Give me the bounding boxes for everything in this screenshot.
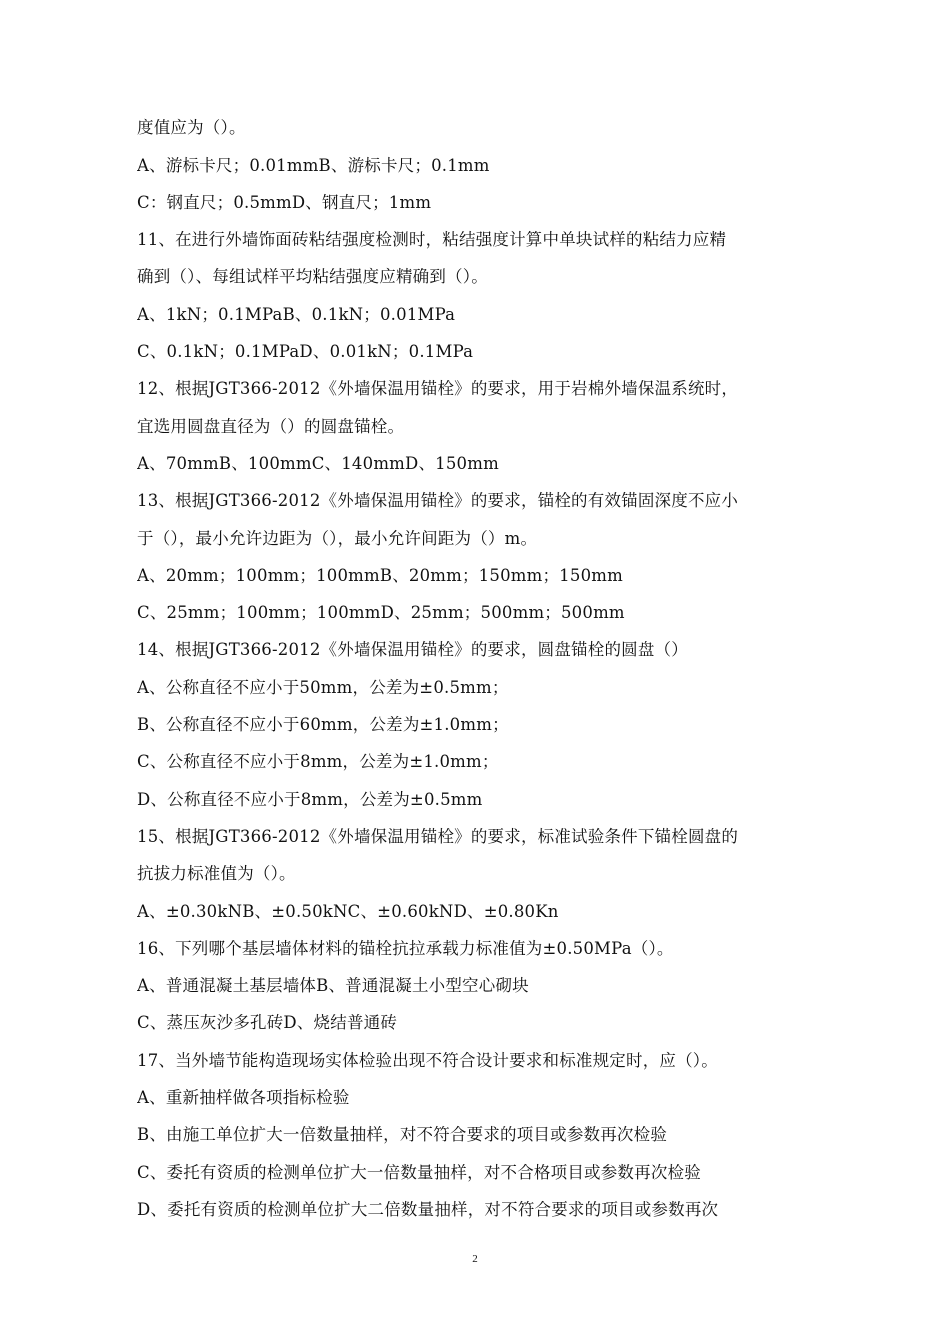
text-line: C：钢直尺；0.5mmD、钢直尺；1mm <box>137 193 432 212</box>
text-line: A、±0.30kNB、±0.50kNC、±0.60kND、±0.80Kn <box>137 902 559 921</box>
text-line: A、70mmB、100mmC、140mmD、150mm <box>137 454 499 473</box>
text-line: 16、下列哪个基层墙体材料的锚栓抗拉承载力标准值为±0.50MPa（）。 <box>137 939 674 958</box>
text-line: C、公称直径不应小于8mm，公差为±1.0mm； <box>137 752 499 771</box>
text-line: 15、根据JGT366-2012《外墙保温用锚栓》的要求，标准试验条件下锚栓圆盘的 <box>137 827 739 846</box>
text-line: 13、根据JGT366-2012《外墙保温用锚栓》的要求，锚栓的有效锚固深度不应小 <box>137 491 739 510</box>
text-line: 17、当外墙节能构造现场实体检验出现不符合设计要求和标准规定时，应（）。 <box>137 1051 718 1070</box>
text-line: 11、在进行外墙饰面砖粘结强度检测时，粘结强度计算中单块试样的粘结力应精 <box>137 230 727 249</box>
text-line: A、公称直径不应小于50mm，公差为±0.5mm； <box>137 678 509 697</box>
text-line: A、普通混凝土基层墙体B、普通混凝土小型空心砌块 <box>137 976 529 995</box>
text-line: A、游标卡尺；0.01mmB、游标卡尺；0.1mm <box>137 156 490 175</box>
text-line: B、公称直径不应小于60mm，公差为±1.0mm； <box>137 715 509 734</box>
page-number: 2 <box>472 1253 478 1265</box>
text-line: A、1kN；0.1MPaB、0.1kN；0.01MPa <box>137 305 456 324</box>
text-line: C、25mm；100mm；100mmD、25mm；500mm；500mm <box>137 603 625 622</box>
text-line: D、公称直径不应小于8mm，公差为±0.5mm <box>137 790 483 809</box>
text-line: A、重新抽样做各项指标检验 <box>137 1088 350 1107</box>
text-line: B、由施工单位扩大一倍数量抽样，对不符合要求的项目或参数再次检验 <box>137 1125 668 1144</box>
text-line: 14、根据JGT366-2012《外墙保温用锚栓》的要求，圆盘锚栓的圆盘（） <box>137 640 688 659</box>
text-line: A、20mm；100mm；100mmB、20mm；150mm；150mm <box>137 566 623 585</box>
text-line: D、委托有资质的检测单位扩大二倍数量抽样，对不符合要求的项目或参数再次 <box>137 1200 719 1219</box>
text-line: 度值应为（）。 <box>137 118 246 137</box>
text-line: 抗拔力标准值为（）。 <box>137 864 296 883</box>
text-line: C、蒸压灰沙多孔砖D、烧结普通砖 <box>137 1013 398 1032</box>
text-line: C、委托有资质的检测单位扩大一倍数量抽样，对不合格项目或参数再次检验 <box>137 1163 701 1182</box>
text-line: 确到（）、每组试样平均粘结强度应精确到（）。 <box>137 267 488 286</box>
text-line: 于（），最小允许边距为（），最小允许间距为（）m。 <box>137 529 538 548</box>
text-line: 宜选用圆盘直径为（）的圆盘锚栓。 <box>137 417 405 436</box>
text-line: C、0.1kN；0.1MPaD、0.01kN；0.1MPa <box>137 342 474 361</box>
text-line: 12、根据JGT366-2012《外墙保温用锚栓》的要求，用于岩棉外墙保温系统时， <box>137 379 739 398</box>
